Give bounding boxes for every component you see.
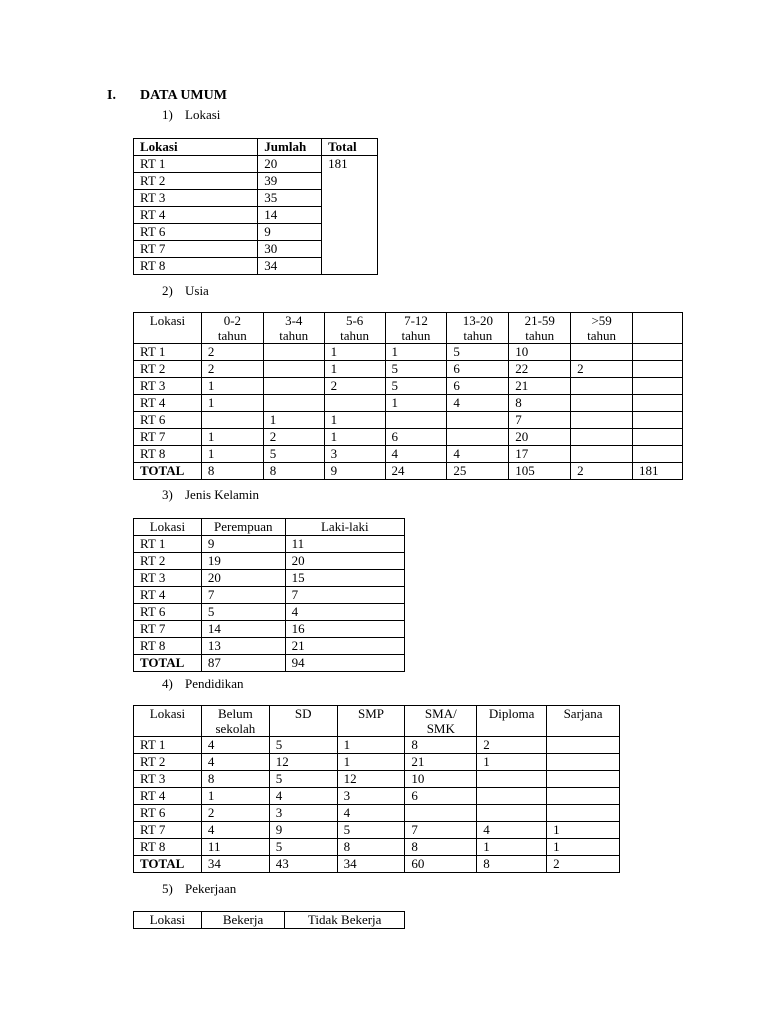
- pendidikan-cell: 12: [269, 754, 337, 771]
- pendidikan-header-cell: Lokasi: [134, 706, 202, 737]
- usia-cell: [385, 412, 447, 429]
- lokasi-header-cell: Lokasi: [134, 139, 258, 156]
- usia-cell: [201, 412, 263, 429]
- usia-cell: RT 6: [134, 412, 202, 429]
- pendidikan-cell: 21: [405, 754, 477, 771]
- usia-cell: 1: [201, 395, 263, 412]
- pendidikan-cell: [477, 788, 547, 805]
- usia-cell: [633, 395, 683, 412]
- usia-header-cell: >59 tahun: [571, 313, 633, 344]
- usia-cell: RT 7: [134, 429, 202, 446]
- table-row: [134, 570, 405, 587]
- usia-cell: 21: [509, 378, 571, 395]
- table-row: [134, 754, 620, 771]
- kelamin-header-row: [134, 519, 405, 536]
- table-row: [134, 553, 405, 570]
- pendidikan-cell: 5: [269, 839, 337, 856]
- usia-cell: 6: [385, 429, 447, 446]
- pendidikan-cell: 60: [405, 856, 477, 873]
- table-row: [134, 446, 683, 463]
- pendidikan-cell: 11: [201, 839, 269, 856]
- usia-cell: 6: [447, 378, 509, 395]
- pendidikan-cell: RT 4: [134, 788, 202, 805]
- usia-cell: [324, 395, 385, 412]
- jumlah-cell: 39: [258, 173, 322, 190]
- usia-cell: 10: [509, 344, 571, 361]
- usia-cell: [447, 429, 509, 446]
- usia-cell: [633, 361, 683, 378]
- pekerjaan-header-row: [134, 912, 405, 929]
- pendidikan-cell: 9: [269, 822, 337, 839]
- pendidikan-cell: 10: [405, 771, 477, 788]
- pendidikan-header-cell: Sarjana: [547, 706, 620, 737]
- lokasi-cell: RT 6: [134, 224, 258, 241]
- usia-cell: 5: [263, 446, 324, 463]
- section-title: DATA UMUM: [140, 88, 227, 103]
- item-title-kelamin: Jenis Kelamin: [185, 487, 260, 502]
- jumlah-cell: 30: [258, 241, 322, 258]
- pendidikan-cell: [547, 771, 620, 788]
- usia-header-cell: 5-6 tahun: [324, 313, 385, 344]
- pendidikan-cell: RT 7: [134, 822, 202, 839]
- pendidikan-cell: 7: [405, 822, 477, 839]
- kelamin-cell: 20: [201, 570, 285, 587]
- item-label-1: 1): [162, 107, 173, 122]
- usia-cell: 2: [571, 361, 633, 378]
- section-number: I.: [107, 88, 116, 103]
- usia-cell: 20: [509, 429, 571, 446]
- usia-cell: 4: [385, 446, 447, 463]
- usia-cell: [633, 412, 683, 429]
- usia-cell: RT 3: [134, 378, 202, 395]
- table-row: [134, 378, 683, 395]
- table-row: [134, 822, 620, 839]
- pendidikan-cell: [477, 805, 547, 822]
- kelamin-cell: RT 7: [134, 621, 202, 638]
- item-label-3: 3): [162, 487, 173, 502]
- lokasi-table: [133, 138, 378, 275]
- usia-header-cell: Lokasi: [134, 313, 202, 344]
- table-row: [134, 344, 683, 361]
- kelamin-cell: RT 8: [134, 638, 202, 655]
- pekerjaan-header-cell: Tidak Bekerja: [285, 912, 405, 929]
- usia-cell: 1: [201, 378, 263, 395]
- kelamin-cell: 9: [201, 536, 285, 553]
- pendidikan-cell: 4: [477, 822, 547, 839]
- pendidikan-cell: 12: [337, 771, 405, 788]
- usia-cell: 2: [201, 344, 263, 361]
- table-row: [134, 638, 405, 655]
- jumlah-cell: 20: [258, 156, 322, 173]
- pendidikan-cell: RT 8: [134, 839, 202, 856]
- pendidikan-header-cell: SMP: [337, 706, 405, 737]
- pendidikan-cell: RT 3: [134, 771, 202, 788]
- usia-cell: 7: [509, 412, 571, 429]
- table-row: [134, 395, 683, 412]
- kelamin-cell: 7: [285, 587, 404, 604]
- usia-cell: 1: [324, 412, 385, 429]
- kelamin-cell: 14: [201, 621, 285, 638]
- pekerjaan-table: [133, 911, 405, 929]
- item-label-4: 4): [162, 676, 173, 691]
- usia-header-cell: [633, 313, 683, 344]
- jumlah-cell: 9: [258, 224, 322, 241]
- kelamin-cell: 87: [201, 655, 285, 672]
- usia-cell: 1: [324, 361, 385, 378]
- item-label-5: 5): [162, 881, 173, 896]
- usia-cell: [633, 344, 683, 361]
- usia-cell: 5: [447, 344, 509, 361]
- kelamin-cell: RT 1: [134, 536, 202, 553]
- usia-header-cell: 13-20 tahun: [447, 313, 509, 344]
- lokasi-cell: RT 4: [134, 207, 258, 224]
- usia-cell: 1: [324, 344, 385, 361]
- lokasi-cell: RT 2: [134, 173, 258, 190]
- usia-cell: [571, 429, 633, 446]
- item-title-pendidikan: Pendidikan: [185, 676, 244, 691]
- usia-cell: 3: [324, 446, 385, 463]
- usia-cell: [571, 412, 633, 429]
- usia-cell: RT 8: [134, 446, 202, 463]
- pendidikan-cell: 8: [477, 856, 547, 873]
- pendidikan-cell: 8: [405, 839, 477, 856]
- usia-cell: 2: [263, 429, 324, 446]
- kelamin-cell: 94: [285, 655, 404, 672]
- kelamin-cell: 7: [201, 587, 285, 604]
- pendidikan-cell: 43: [269, 856, 337, 873]
- kelamin-cell: 16: [285, 621, 404, 638]
- table-row: [134, 587, 405, 604]
- pendidikan-cell: [547, 754, 620, 771]
- usia-cell: 4: [447, 446, 509, 463]
- pendidikan-cell: 1: [477, 839, 547, 856]
- lokasi-cell: RT 7: [134, 241, 258, 258]
- kelamin-cell: 20: [285, 553, 404, 570]
- usia-cell: [263, 361, 324, 378]
- kelamin-cell: 15: [285, 570, 404, 587]
- pendidikan-cell: 4: [269, 788, 337, 805]
- pendidikan-header-cell: Belum sekolah: [201, 706, 269, 737]
- kelamin-cell: 13: [201, 638, 285, 655]
- pendidikan-cell: 1: [547, 822, 620, 839]
- kelamin-cell: RT 3: [134, 570, 202, 587]
- kelamin-header-cell: Lokasi: [134, 519, 202, 536]
- pendidikan-table: [133, 705, 620, 873]
- usia-cell: [263, 344, 324, 361]
- pendidikan-header-cell: SD: [269, 706, 337, 737]
- item-label-2: 2): [162, 283, 173, 298]
- usia-cell: 1: [324, 429, 385, 446]
- pendidikan-cell: [547, 737, 620, 754]
- table-row: [134, 463, 683, 480]
- table-row: [134, 536, 405, 553]
- pendidikan-cell: 5: [269, 771, 337, 788]
- jumlah-cell: 14: [258, 207, 322, 224]
- item-title-lokasi: Lokasi: [185, 107, 221, 122]
- pendidikan-cell: [547, 788, 620, 805]
- table-row: [134, 737, 620, 754]
- usia-cell: TOTAL: [134, 463, 202, 480]
- pendidikan-cell: 8: [337, 839, 405, 856]
- usia-cell: [571, 378, 633, 395]
- kelamin-cell: RT 6: [134, 604, 202, 621]
- table-row: [134, 805, 620, 822]
- table-row: [134, 856, 620, 873]
- pendidikan-cell: RT 2: [134, 754, 202, 771]
- pendidikan-cell: 2: [477, 737, 547, 754]
- item-title-pekerjaan: Pekerjaan: [185, 881, 237, 896]
- pendidikan-header-row: [134, 706, 620, 737]
- usia-cell: 6: [447, 361, 509, 378]
- usia-cell: [633, 446, 683, 463]
- pekerjaan-header-cell: Bekerja: [201, 912, 285, 929]
- usia-cell: 9: [324, 463, 385, 480]
- pendidikan-cell: [477, 771, 547, 788]
- usia-cell: RT 1: [134, 344, 202, 361]
- usia-cell: 8: [509, 395, 571, 412]
- usia-table: [133, 312, 683, 480]
- pendidikan-cell: 4: [201, 737, 269, 754]
- usia-cell: 5: [385, 361, 447, 378]
- pendidikan-cell: RT 1: [134, 737, 202, 754]
- table-row: [134, 604, 405, 621]
- usia-cell: 1: [385, 344, 447, 361]
- lokasi-header-cell: Jumlah: [258, 139, 322, 156]
- pendidikan-cell: 3: [269, 805, 337, 822]
- pendidikan-cell: 1: [337, 754, 405, 771]
- usia-cell: 4: [447, 395, 509, 412]
- kelamin-cell: 19: [201, 553, 285, 570]
- kelamin-cell: 4: [285, 604, 404, 621]
- pendidikan-cell: TOTAL: [134, 856, 202, 873]
- usia-header-cell: 0-2 tahun: [201, 313, 263, 344]
- usia-cell: RT 4: [134, 395, 202, 412]
- usia-cell: [571, 344, 633, 361]
- pekerjaan-header-cell: Lokasi: [134, 912, 202, 929]
- total-cell: 181: [322, 156, 378, 275]
- usia-cell: 8: [201, 463, 263, 480]
- pendidikan-cell: 2: [201, 805, 269, 822]
- usia-cell: 105: [509, 463, 571, 480]
- usia-cell: 2: [201, 361, 263, 378]
- pendidikan-cell: 4: [337, 805, 405, 822]
- usia-cell: 17: [509, 446, 571, 463]
- pendidikan-header-cell: SMA/ SMK: [405, 706, 477, 737]
- usia-header-cell: 3-4 tahun: [263, 313, 324, 344]
- kelamin-cell: 21: [285, 638, 404, 655]
- pendidikan-cell: 6: [405, 788, 477, 805]
- pendidikan-cell: 2: [547, 856, 620, 873]
- usia-cell: [447, 412, 509, 429]
- pendidikan-cell: 3: [337, 788, 405, 805]
- usia-cell: [571, 446, 633, 463]
- usia-cell: 8: [263, 463, 324, 480]
- pendidikan-cell: 34: [337, 856, 405, 873]
- usia-cell: 1: [385, 395, 447, 412]
- table-row: [134, 429, 683, 446]
- usia-header-cell: 7-12 tahun: [385, 313, 447, 344]
- table-row: [134, 412, 683, 429]
- usia-cell: [263, 395, 324, 412]
- lokasi-header-cell: Total: [322, 139, 378, 156]
- pendidikan-cell: RT 6: [134, 805, 202, 822]
- usia-cell: 181: [633, 463, 683, 480]
- usia-cell: 1: [201, 446, 263, 463]
- usia-header-row: [134, 313, 683, 344]
- table-row: [134, 839, 620, 856]
- usia-cell: 1: [201, 429, 263, 446]
- usia-cell: RT 2: [134, 361, 202, 378]
- usia-cell: 25: [447, 463, 509, 480]
- usia-cell: 2: [571, 463, 633, 480]
- table-row: [134, 771, 620, 788]
- item-title-usia: Usia: [185, 283, 209, 298]
- usia-cell: 1: [263, 412, 324, 429]
- pendidikan-cell: 8: [405, 737, 477, 754]
- usia-cell: 5: [385, 378, 447, 395]
- kelamin-cell: 11: [285, 536, 404, 553]
- pendidikan-cell: 1: [337, 737, 405, 754]
- pendidikan-cell: [405, 805, 477, 822]
- jumlah-cell: 34: [258, 258, 322, 275]
- pendidikan-header-cell: Diploma: [477, 706, 547, 737]
- usia-cell: [571, 395, 633, 412]
- lokasi-header-row: [134, 139, 378, 156]
- table-row: [134, 655, 405, 672]
- usia-cell: 2: [324, 378, 385, 395]
- jumlah-cell: 35: [258, 190, 322, 207]
- pendidikan-cell: 4: [201, 822, 269, 839]
- kelamin-cell: RT 4: [134, 587, 202, 604]
- kelamin-cell: 5: [201, 604, 285, 621]
- pendidikan-cell: 34: [201, 856, 269, 873]
- usia-cell: [633, 378, 683, 395]
- kelamin-table: [133, 518, 405, 672]
- lokasi-cell: RT 1: [134, 156, 258, 173]
- lokasi-cell: RT 8: [134, 258, 258, 275]
- kelamin-cell: TOTAL: [134, 655, 202, 672]
- lokasi-cell: RT 3: [134, 190, 258, 207]
- usia-cell: [263, 378, 324, 395]
- pendidikan-cell: 1: [201, 788, 269, 805]
- pendidikan-cell: 4: [201, 754, 269, 771]
- pendidikan-cell: 1: [547, 839, 620, 856]
- usia-cell: 22: [509, 361, 571, 378]
- kelamin-header-cell: Laki-laki: [285, 519, 404, 536]
- table-row: [134, 621, 405, 638]
- pendidikan-cell: 1: [477, 754, 547, 771]
- pendidikan-cell: 5: [337, 822, 405, 839]
- pendidikan-cell: 5: [269, 737, 337, 754]
- pendidikan-cell: 8: [201, 771, 269, 788]
- table-row: [134, 788, 620, 805]
- pendidikan-cell: [547, 805, 620, 822]
- kelamin-cell: RT 2: [134, 553, 202, 570]
- kelamin-header-cell: Perempuan: [201, 519, 285, 536]
- usia-cell: 24: [385, 463, 447, 480]
- usia-header-cell: 21-59 tahun: [509, 313, 571, 344]
- table-row: [134, 361, 683, 378]
- usia-cell: [633, 429, 683, 446]
- table-row: [134, 156, 378, 173]
